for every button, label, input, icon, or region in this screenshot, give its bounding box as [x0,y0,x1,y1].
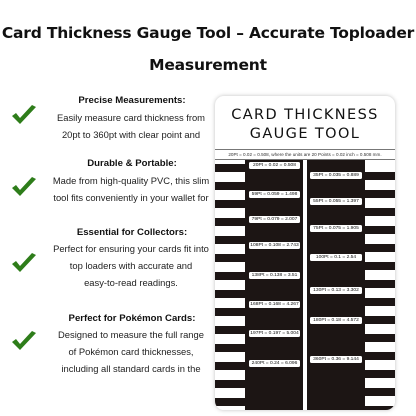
feature-heading: Perfect for Pokémon Cards: [68,313,196,324]
gauge-edge-stripe [215,380,245,388]
gauge-label-left: 20Pt = 0.02 = 0.508 [249,162,300,169]
feature-line: Designed to measure the full range [58,329,204,340]
gauge-label-left: 240Pt = 0.24 = 6.096 [249,360,300,367]
checkmark-icon [10,252,38,274]
gauge-edge-stripe [215,218,245,226]
gauge-edge-stripe [365,316,395,324]
gauge-label-left: 59Pt = 0.059 = 1.498 [249,191,300,198]
card-unit-note: 20Pt = 0.02 = 0.508, where the units are 20 Points = 0.02 inch = 0.508 mm. [215,149,395,160]
title-line-1: Card Thickness Gauge Tool – Accurate Toploader [1,24,415,42]
checkmark-icon [10,176,38,198]
feature-line: top loaders with accurate and [69,260,193,271]
gauge-scale [215,160,395,410]
checkmark-icon [10,330,38,352]
feature-line: 20pt to 360pt with clear point and [61,129,201,140]
gauge-edge-stripe [215,200,245,208]
gauge-label-left: 138Pt = 0.138 = 3.51 [249,272,300,279]
feature-text [46,240,216,291]
gauge-label-right: 55Pt = 0.055 = 1.397 [310,198,362,205]
gauge-label-left: 168Pt = 0.168 = 4.267 [250,302,299,307]
feature-line: Made from high-quality PVC, this slim [52,175,210,186]
gauge-label-left: 108Pt = 0.108 = 2.743 [250,243,299,248]
gauge-edge-stripe [365,352,395,360]
feature-heading: Essential for Collectors: [76,227,188,238]
gauge-label-left: 79Pt = 0.079 = 2.007 [249,216,300,223]
gauge-edge-stripe [215,308,245,316]
gauge-edge-stripe [215,398,245,406]
gauge-edge-stripe [365,388,395,396]
feature-line: easy-to-read readings. [84,277,178,288]
gauge-label-left: 197Pt = 0.197 = 5.004 [250,331,299,336]
gauge-label-right: 130Pt = 0.13 = 3.302 [310,287,362,294]
gauge-card [215,96,395,410]
gauge-edge-stripe [365,172,395,180]
gauge-label-right: 360Pt = 0.36 = 9.144 [310,356,362,363]
card-title [215,106,395,144]
feature-heading: Precise Measurements: [78,95,186,106]
feature-text [46,172,216,206]
gauge-label-right: 100Pt = 0.1 = 2.54 [310,254,362,261]
gauge-edge-stripe [365,226,395,234]
feature-line: Easily measure card thickness from [57,112,205,123]
feature-heading: Durable & Portable: [87,158,177,169]
checkmark-icon [10,104,38,126]
gauge-edge-stripe [365,298,395,306]
card-title-line-2: GAUGE TOOL [249,126,361,142]
gauge-edge-stripe [215,290,245,298]
feature-line: tool fits conveniently in your wallet for [53,192,209,203]
gauge-edge-stripe [215,362,245,370]
gauge-edge-stripe [365,406,395,410]
gauge-edge-stripe [365,370,395,378]
gauge-edge-stripe [215,344,245,352]
card-title-line-1: CARD THICKNESS [231,107,379,123]
feature-line: of Pokémon card thicknesses, [68,346,194,357]
gauge-edge-stripe [215,236,245,244]
gauge-label-right: 180Pt = 0.18 = 4.572 [310,317,362,324]
title-line-2: Measurement [149,56,267,74]
gauge-edge-stripe [365,334,395,342]
gauge-label-right: 35Pt = 0.035 = 0.889 [310,172,362,179]
feature-line: including all standard cards in the [61,363,201,374]
gauge-edge-stripe [365,262,395,270]
gauge-edge-stripe [215,254,245,262]
gauge-edge-stripe [215,272,245,280]
page-title [0,17,416,81]
gauge-edge-stripe [365,208,395,216]
gauge-edge-stripe [365,280,395,288]
gauge-edge-stripe [215,164,245,172]
gauge-edge-stripe [365,190,395,198]
gauge-label-right: 75Pt = 0.075 = 1.905 [310,225,362,232]
gauge-edge-stripe [215,326,245,334]
feature-text [46,109,216,143]
gauge-edge-stripe [215,182,245,190]
gauge-edge-stripe [365,244,395,252]
feature-text [46,326,216,377]
feature-line: Perfect for ensuring your cards fit into [53,243,209,254]
